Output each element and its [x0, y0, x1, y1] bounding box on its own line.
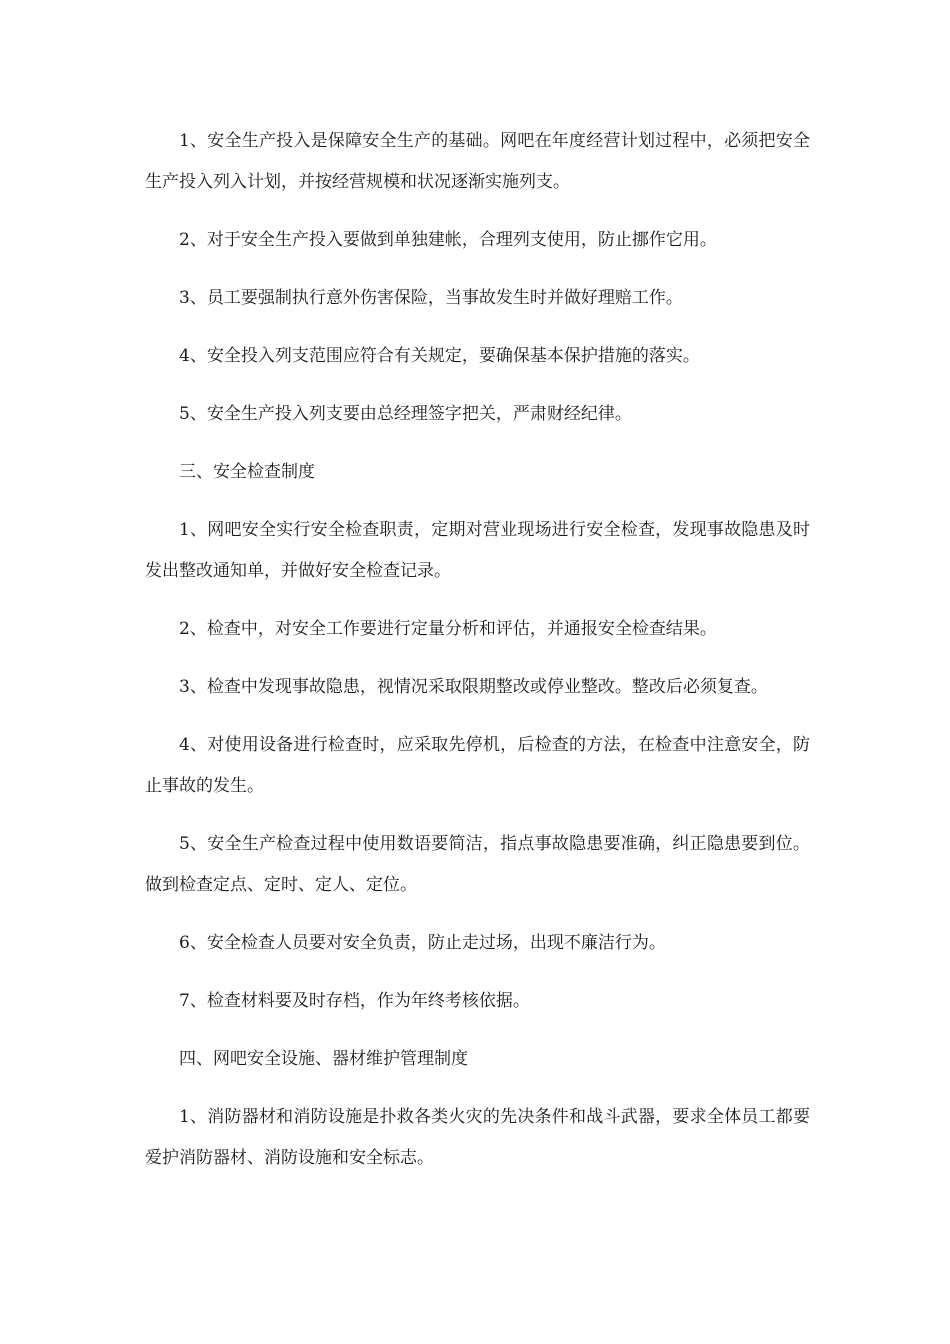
section-heading-inspection: 三、安全检查制度: [179, 462, 315, 482]
paragraph-investment-5: 5、安全生产投入列支要由总经理签字把关，严肃财经纪律。: [179, 404, 632, 424]
paragraph-inspection-1: 1、网吧安全实行安全检查职责，定期对营业现场进行安全检查，发现事故隐患及时发出整改通知单，并做好安全检查记录。: [145, 520, 810, 581]
paragraph-inspection-6: 6、安全检查人员要对安全负责，防止走过场，出现不廉洁行为。: [179, 933, 666, 953]
paragraph-inspection-2: 2、检查中，对安全工作要进行定量分析和评估，并通报安全检查结果。: [179, 619, 717, 639]
paragraph-inspection-4: 4、对使用设备进行检查时，应采取先停机，后检查的方法，在检查中注意安全，防止事故的发生。: [145, 735, 810, 796]
section-heading-facilities: 四、网吧安全设施、器材维护管理制度: [179, 1049, 468, 1069]
paragraph-investment-4: 4、安全投入列支范围应符合有关规定，要确保基本保护措施的落实。: [179, 346, 700, 366]
paragraph-inspection-3: 3、检查中发现事故隐患，视情况采取限期整改或停业整改。整改后必须复查。: [179, 677, 768, 697]
paragraph-inspection-7: 7、检查材料要及时存档，作为年终考核依据。: [179, 991, 530, 1011]
paragraph-inspection-5: 5、安全生产检查过程中使用数语要简洁，指点事故隐患要准确，纠正隐患要到位。做到检查定点、定时、定人、定位。: [145, 834, 810, 895]
paragraph-investment-1: 1、安全生产投入是保障安全生产的基础。网吧在年度经营计划过程中，必须把安全生产投入列入计划，并按经营规模和状况逐渐实施列支。: [145, 131, 810, 192]
document-body: [145, 121, 810, 1196]
paragraph-facilities-1: 1、消防器材和消防设施是扑救各类火灾的先决条件和战斗武器，要求全体员工都要爱护消防器材、消防设施和安全标志。: [145, 1107, 810, 1168]
paragraph-investment-3: 3、员工要强制执行意外伤害保险，当事故发生时并做好理赔工作。: [179, 288, 683, 308]
paragraph-investment-2: 2、对于安全生产投入要做到单独建帐，合理列支使用，防止挪作它用。: [179, 230, 717, 250]
